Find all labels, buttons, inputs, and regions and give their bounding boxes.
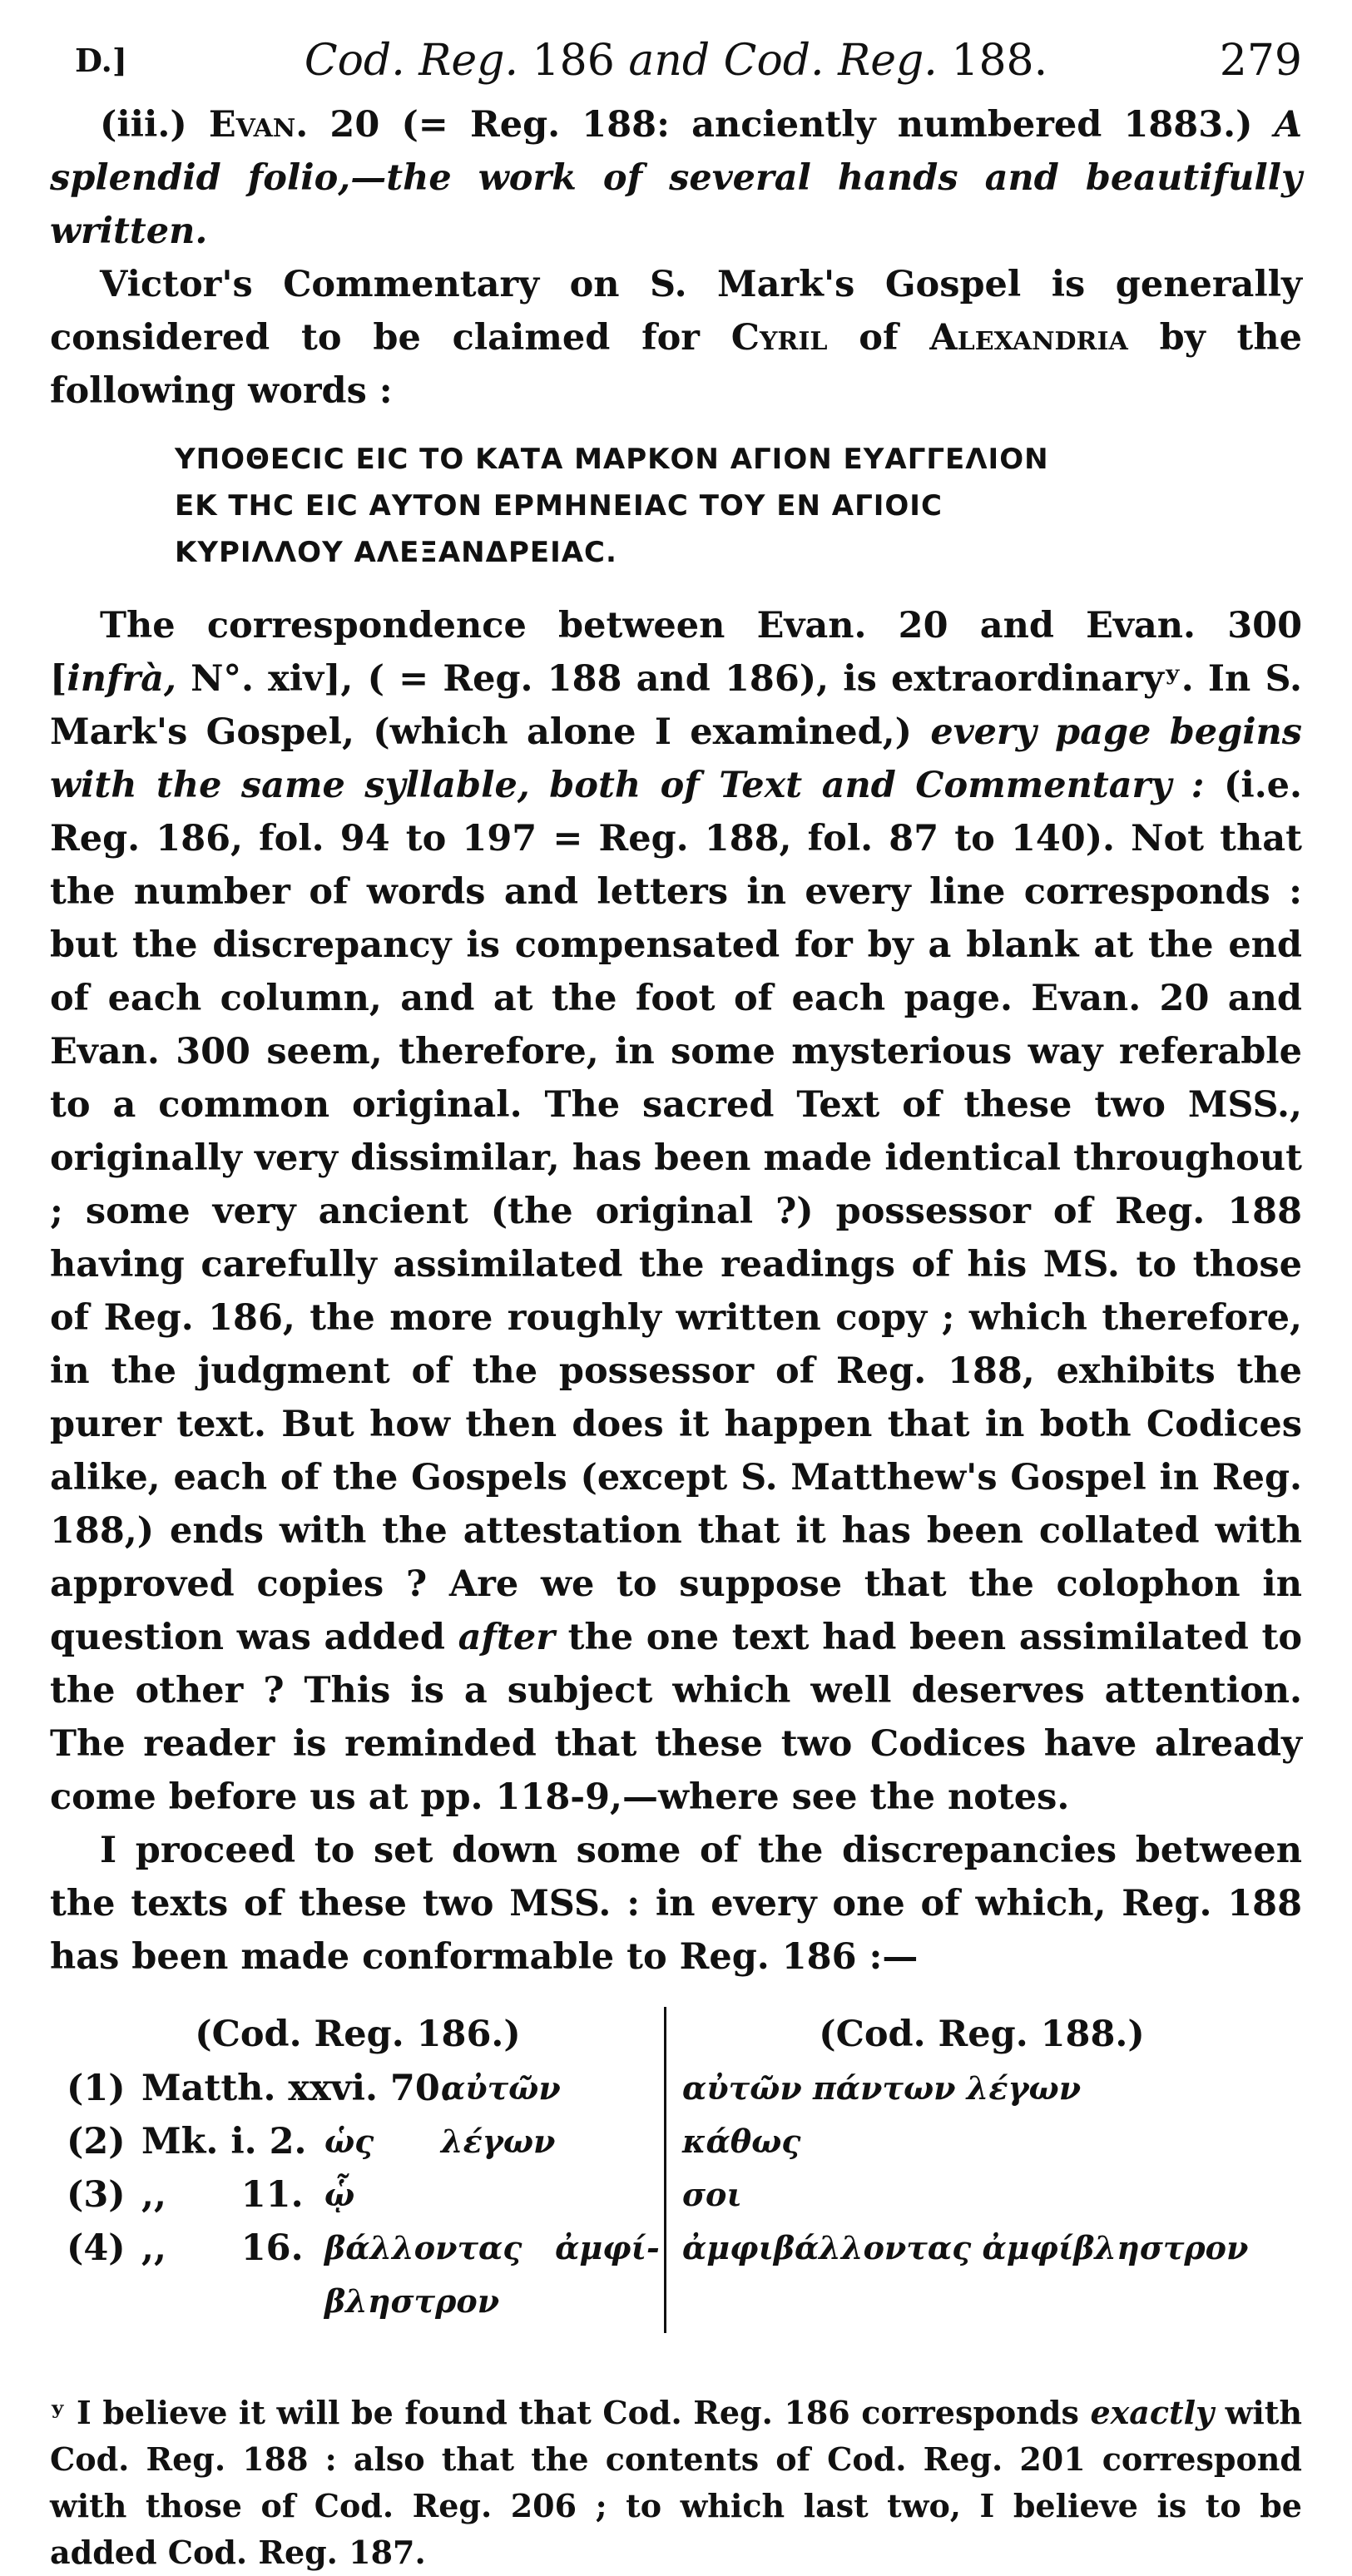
- row-reference: ,, 16.: [141, 2227, 304, 2269]
- para3-text-3: . In S. Mark's Gospel, (which alone I examined,): [50, 658, 1302, 753]
- page-number: 279: [1219, 36, 1302, 86]
- discrepancy-table: [50, 2007, 1302, 2340]
- row-reading-186: ὡς: [324, 2123, 374, 2160]
- para3-text-4: (i.e. Reg. 186, fol. 94 to 197 = Reg. 188, fol. 87 to 140). Not that the number of words and letters in every line corresponds : but the discrepancy is compensated for by a blank at the end of each column, and at the foot of each page. Evan. 20 and Evan. 300 seem, therefore, in some mysterious way referable to a common original. The sacred Text of these two MSS., originally very dissimilar, has been made identical throughout ; some very ancient (the original ?) possessor of Reg. 188 having carefully assimilated the readings of his MS. to those of Reg. 186, the more roughly written copy ; which therefore, in the judgment of the possessor of Reg. 188, exhibits the purer text. But how then does it happen that in both Codices alike, each of the Gospels (except S. Matthew's Gospel in Reg. 188,) ends with the attestation that it has been collated with approved copies ? Are we to suppose that the colophon in question was added: [50, 765, 1303, 1658]
- footnote-mark: ʸ: [50, 2394, 66, 2431]
- para1-evan: Evan.: [208, 104, 309, 146]
- greek-line-1: ΥΠΟΘΕCIC ΕΙC ΤΟ ΚΑΤΑ ΜΑΡΚΟΝ ΑΓΙΟΝ ΕΥΑΓΓΕΛΙΟΝ: [175, 443, 1049, 476]
- para1-lead: (iii.): [100, 104, 209, 146]
- row-reading-188: σοι: [682, 2176, 742, 2213]
- table-row: [682, 2222, 1281, 2275]
- para3-italic: every page begins with the same syllable, both of Text and Commentary :: [50, 711, 1303, 806]
- row-reading-186-continued: βληστρον: [324, 2282, 500, 2320]
- para2-text-2: of: [827, 317, 930, 359]
- para2-cyril: Cyril: [730, 317, 828, 359]
- table-row: [67, 2222, 660, 2275]
- table-row: [67, 2115, 649, 2168]
- footnote-reference: ʸ: [1163, 658, 1181, 700]
- para1-italic: A splendid folio,—the work of several hands and beautifully written.: [50, 104, 1302, 252]
- para3-text-1: The correspondence between Evan. 20 and Evan. 300 [: [50, 605, 1302, 700]
- para2-alexandria: Alexandria: [929, 317, 1128, 359]
- table-row-continuation: [67, 2275, 649, 2328]
- row-index: (4): [67, 2227, 126, 2269]
- paragraph-victor-commentary: [50, 258, 1302, 418]
- title-num-2: 188.: [951, 36, 1048, 86]
- row-reading-188: κάθως: [682, 2123, 801, 2160]
- row-index: (3): [67, 2174, 126, 2216]
- column-head-188: (Cod. Reg. 188.): [819, 2014, 1145, 2055]
- para3-infra: infrà,: [67, 658, 176, 700]
- row-reference: Mk. i. 2.: [141, 2121, 307, 2162]
- para3-text-2: N°. xiv], ( = Reg. 188 and 186), is extraordinary: [176, 658, 1164, 700]
- row-reference: Matth. xxvi. 70.: [141, 2068, 453, 2109]
- column-divider: [664, 2007, 666, 2333]
- column-reg-186: [67, 2007, 660, 2328]
- table-row: [682, 2062, 1281, 2115]
- table-row: [682, 2168, 1281, 2222]
- row-index: (1): [67, 2068, 126, 2109]
- running-title: [50, 23, 1302, 98]
- footnote-text-1: I believe it will be found that Cod. Reg. 186 corresponds: [65, 2394, 1091, 2431]
- paragraph-correspondence: [50, 599, 1302, 1824]
- row-index: (2): [67, 2121, 126, 2162]
- row-reading-186: αὐτῶν λέγων: [441, 2069, 561, 2160]
- para1-text: 20 (= Reg. 188: anciently numbered 1883.): [308, 104, 1275, 146]
- row-reading-188: αὐτῶν πάντων λέγων: [682, 2069, 1082, 2107]
- row-reading-186: βάλλοντας ἀμφί-: [324, 2229, 660, 2266]
- column-head-186: (Cod. Reg. 186.): [195, 2014, 521, 2055]
- title-part-1: Cod. Reg.: [304, 36, 519, 86]
- row-reading-186: ᾧ: [324, 2176, 355, 2213]
- greek-line-3: ΚΥΡΙΛΛΟΥ ΑΛΕΞΑΝΔΡΕΙΑC.: [175, 536, 617, 569]
- title-and: and: [628, 36, 711, 86]
- paragraph-discrepancies: I proceed to set down some of the discrepancies between the texts of these two MSS. : in every one of which, Reg. 188 has been made conformable to Reg. 186 :—: [50, 1830, 1302, 1978]
- table-row: [682, 2115, 1281, 2168]
- footnote-text-2: with Cod. Reg. 188 : also that the contents of Cod. Reg. 201 correspond with those of Cod. Reg. 206 ; to which last two, I believe is to be added Cod. Reg. 187.: [50, 2394, 1302, 2571]
- signature-mark: D.]: [75, 42, 127, 79]
- table-row: [67, 2168, 649, 2222]
- footnote-exactly: exactly: [1090, 2394, 1215, 2431]
- para3-text-5: the one text had been assimilated to the other ? This is a subject which well deserves attention. The reader is reminded that these two Codices have already come before us at pp. 118-9,—where see the notes.: [50, 1617, 1303, 1818]
- book-page: [50, 23, 1302, 2576]
- row-reference: ,, 11.: [141, 2174, 304, 2216]
- running-header: [50, 23, 1302, 98]
- para3-after: after: [458, 1617, 555, 1658]
- greek-line-2: ΕΚ ΤΗC ΕΙC ΑΥΤΟΝ ΕΡΜΗΝΕΙΑC ΤΟΥ ΕΝ ΑΓΙΟΙC: [175, 489, 943, 523]
- column-reg-188: [682, 2007, 1281, 2275]
- row-reading-188: ἀμφιβάλλοντας ἀμφίβληστρον: [682, 2229, 1249, 2266]
- title-num-1: 186: [532, 36, 615, 86]
- para2-text-3: by the following words :: [50, 317, 1302, 412]
- para2-text-1: Victor's Commentary on S. Mark's Gospel is generally considered to be claimed for: [50, 264, 1302, 359]
- paragraph-evan-20: [50, 98, 1302, 258]
- title-part-2: Cod. Reg.: [723, 36, 938, 86]
- greek-title-quote: [175, 436, 1302, 576]
